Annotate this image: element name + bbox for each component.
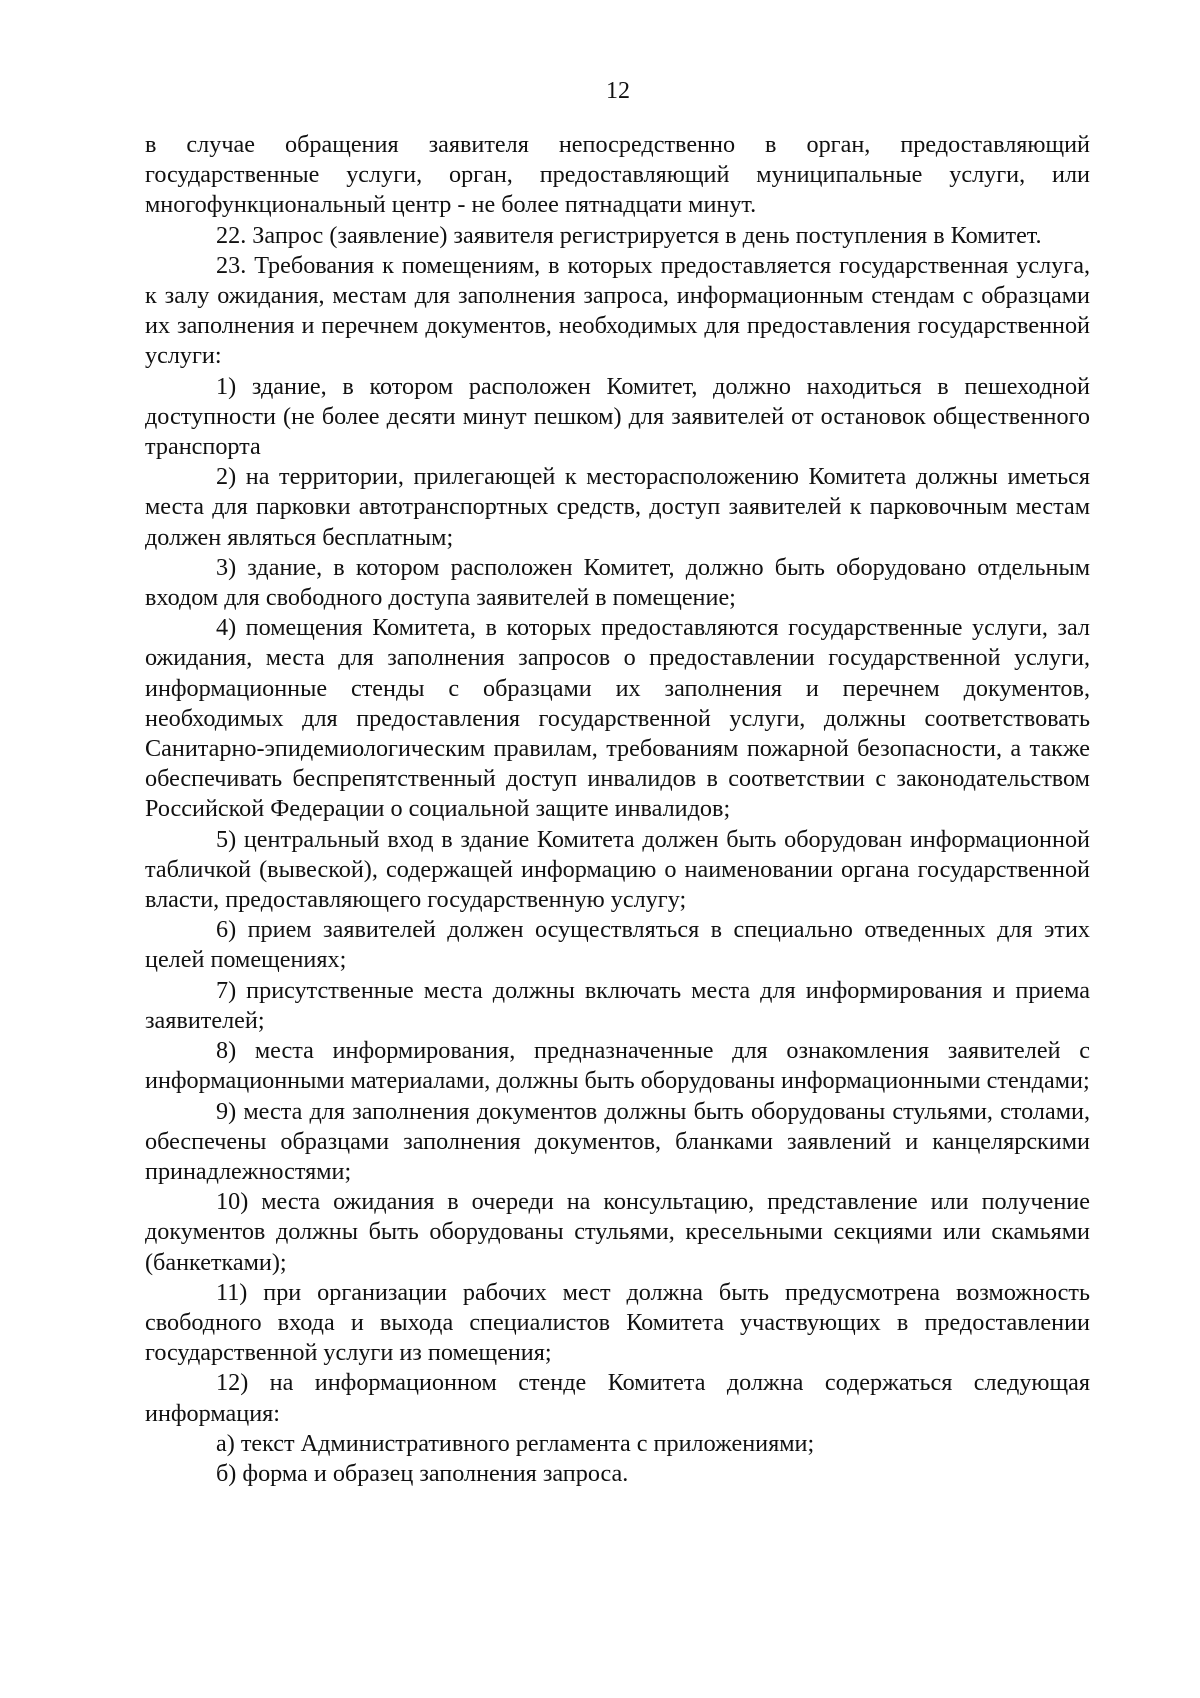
list-item-6: 6) прием заявителей должен осуществляться в специально отведенных для этих целей помещениях;: [145, 916, 1090, 974]
list-item-3: 3) здание, в котором расположен Комитет, должно быть оборудовано отдельным входом для свободного доступа заявителей в помещение;: [145, 553, 1090, 612]
paragraph-continuation: в случае обращения заявителя непосредственно в орган, предоставляющий государственные услуги, орган, предоставляющий муниципальные услуги, или многофункциональный центр - не более пятнадцати минут.: [145, 131, 1090, 219]
paragraph-23: 23. Требования к помещениям, в которых предоставляется государственная услуга, к залу ожидания, местам для заполнения запроса, информационным стендам с образцами их заполнения и перечнем документов, необходимых для предоставления государственной услуги:: [145, 251, 1090, 370]
list-item-2: 2) на территории, прилегающей к месторасположению Комитета должны иметься места для парковки автотранспортных средств, доступ заявителей к парковочным местам должен являться бесплатным;: [145, 463, 1090, 551]
document-body: [145, 130, 1090, 1489]
list-item-12: 12) на информационном стенде Комитета должна содержаться следующая информация:: [145, 1369, 1090, 1427]
paragraph-22: 22. Запрос (заявление) заявителя регистрируется в день поступления в Комитет.: [216, 221, 1042, 249]
page-number: 12: [606, 78, 630, 104]
list-item-4: 4) помещения Комитета, в которых предоставляются государственные услуги, зал ожидания, места для заполнения запросов о предоставлении государственной услуги, информационные стенды с образцами их заполнения и перечнем документов, необходимых для предоставления государственной услуги, должны соответствовать Санитарно-эпидемиологическим правилам, требованиям пожарной безопасности, а также обеспечивать беспрепятственный доступ инвалидов в соответствии с законодательством Российской Федерации о социальной защите инвалидов;: [145, 614, 1090, 823]
list-item-1: 1) здание, в котором расположен Комитет, должно находиться в пешеходной доступности (не более десяти минут пешком) для заявителей от остановок общественного транспорта: [145, 372, 1090, 461]
list-item-8: 8) места информирования, предназначенные для ознакомления заявителей с информационными материалами, должны быть оборудованы информационными стендами;: [145, 1037, 1090, 1095]
list-item-11: 11) при организации рабочих мест должна быть предусмотрена возможность свободного входа и выхода специалистов Комитета участвующих в предоставлении государственной услуги из помещения;: [145, 1278, 1090, 1367]
list-item-10: 10) места ожидания в очереди на консультацию, представление или получение документов должны быть оборудованы стульями, кресельными секциями или скамьями (банкетками);: [145, 1188, 1090, 1276]
list-item-9: 9) места для заполнения документов должны быть оборудованы стульями, столами, обеспечены образцами заполнения документов, бланками заявлений и канцелярскими принадлежностями;: [145, 1097, 1090, 1185]
list-item-7: 7) присутственные места должны включать места для информирования и приема заявителей;: [145, 976, 1090, 1034]
list-item-5: 5) центральный вход в здание Комитета должен быть оборудован информационной табличкой (вывеской), содержащей информацию о наименовании органа государственной власти, предоставляющего государственную услугу;: [145, 825, 1090, 914]
sub-item-a: а) текст Административного регламента с приложениями;: [216, 1429, 815, 1457]
sub-item-b: б) форма и образец заполнения запроса.: [216, 1459, 629, 1487]
